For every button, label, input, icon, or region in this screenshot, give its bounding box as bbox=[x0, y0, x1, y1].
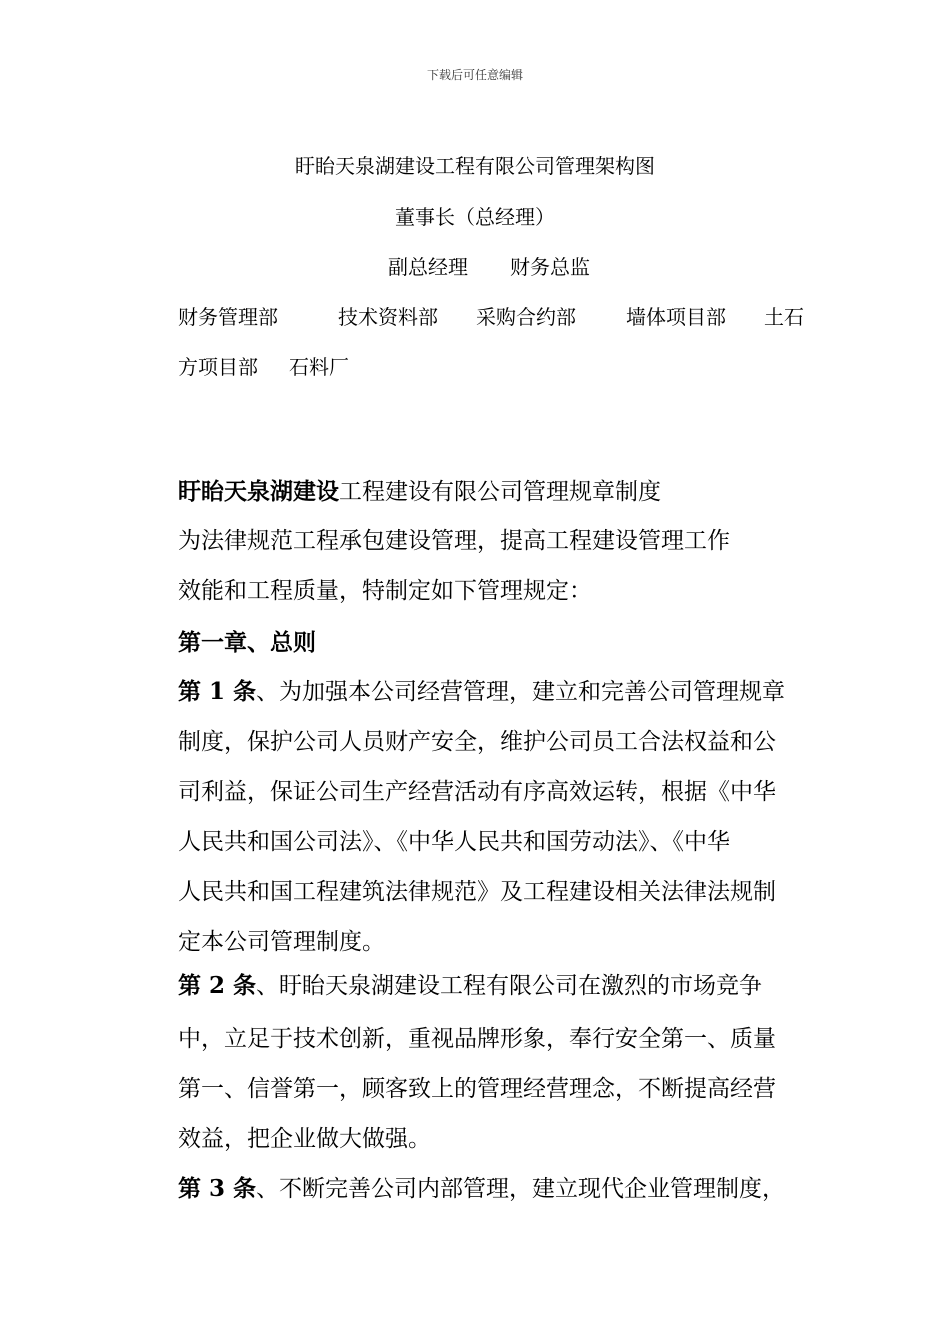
article-1-line: 定本公司管理制度。 bbox=[178, 929, 385, 955]
article-1-line: 人民共和国工程建筑法律规范》及工程建设相关法律法规制 bbox=[178, 879, 776, 905]
org-dept-earthwork-part1: 土石 bbox=[764, 305, 804, 329]
article-2-line: 中，立足于技术创新，重视品牌形象，奉行安全第一、质量 bbox=[178, 1026, 776, 1052]
article-2-line: 效益，把企业做大做强。 bbox=[178, 1126, 431, 1152]
article-3-label: 第 3 条 bbox=[178, 1175, 257, 1202]
article-text: 、不断完善公司内部管理，建立现代企业管理制度， bbox=[256, 1176, 786, 1202]
org-dept-finance: 财务管理部 bbox=[178, 305, 278, 329]
org-dept-wall-project: 墙体项目部 bbox=[626, 305, 726, 329]
org-dept-technical: 技术资料部 bbox=[338, 305, 438, 329]
regulations-title-rest: 工程建设有限公司管理规章制度 bbox=[339, 479, 661, 505]
org-dept-procurement: 采购合约部 bbox=[476, 305, 576, 329]
org-chart-title: 盱眙天泉湖建设工程有限公司管理架构图 bbox=[295, 154, 655, 178]
article-1-line bbox=[178, 673, 785, 706]
article-text: 、为加强本公司经营管理，建立和完善公司管理规章 bbox=[256, 679, 786, 705]
article-1-line: 司利益，保证公司生产经营活动有序高效运转，根据《中华 bbox=[178, 779, 776, 805]
chapter-title: 第一章、总则 bbox=[178, 629, 316, 656]
article-1-label: 第 1 条 bbox=[178, 678, 257, 705]
org-chairman: 董事长（总经理） bbox=[395, 205, 555, 229]
article-2-line: 第一、信誉第一，顾客致上的管理经营理念，不断提高经营 bbox=[178, 1076, 776, 1102]
org-dept-earthwork-part2: 方项目部 bbox=[178, 355, 258, 379]
download-note: 下载后可任意编辑 bbox=[426, 68, 523, 82]
article-text: 、盱眙天泉湖建设工程有限公司在激烈的市场竞争 bbox=[256, 973, 763, 999]
org-finance-director: 财务总监 bbox=[510, 255, 590, 279]
intro-line: 为法律规范工程承包建设管理，提高工程建设管理工作 bbox=[178, 528, 730, 554]
article-2-label: 第 2 条 bbox=[178, 972, 257, 999]
org-deputy-general-manager: 副总经理 bbox=[388, 255, 468, 279]
article-1-line: 制度，保护公司人员财产安全，维护公司员工合法权益和公 bbox=[178, 729, 776, 755]
article-1-line: 人民共和国公司法》、《中华人民共和国劳动法》、《中华 bbox=[178, 829, 730, 855]
org-dept-quarry: 石料厂 bbox=[289, 355, 349, 379]
article-3-line bbox=[178, 1170, 785, 1203]
intro-line: 效能和工程质量，特制定如下管理规定： bbox=[178, 578, 592, 604]
article-2-line bbox=[178, 967, 762, 1000]
regulations-title-bold: 盱眙天泉湖建设 bbox=[178, 478, 339, 505]
regulations-title bbox=[178, 473, 661, 506]
